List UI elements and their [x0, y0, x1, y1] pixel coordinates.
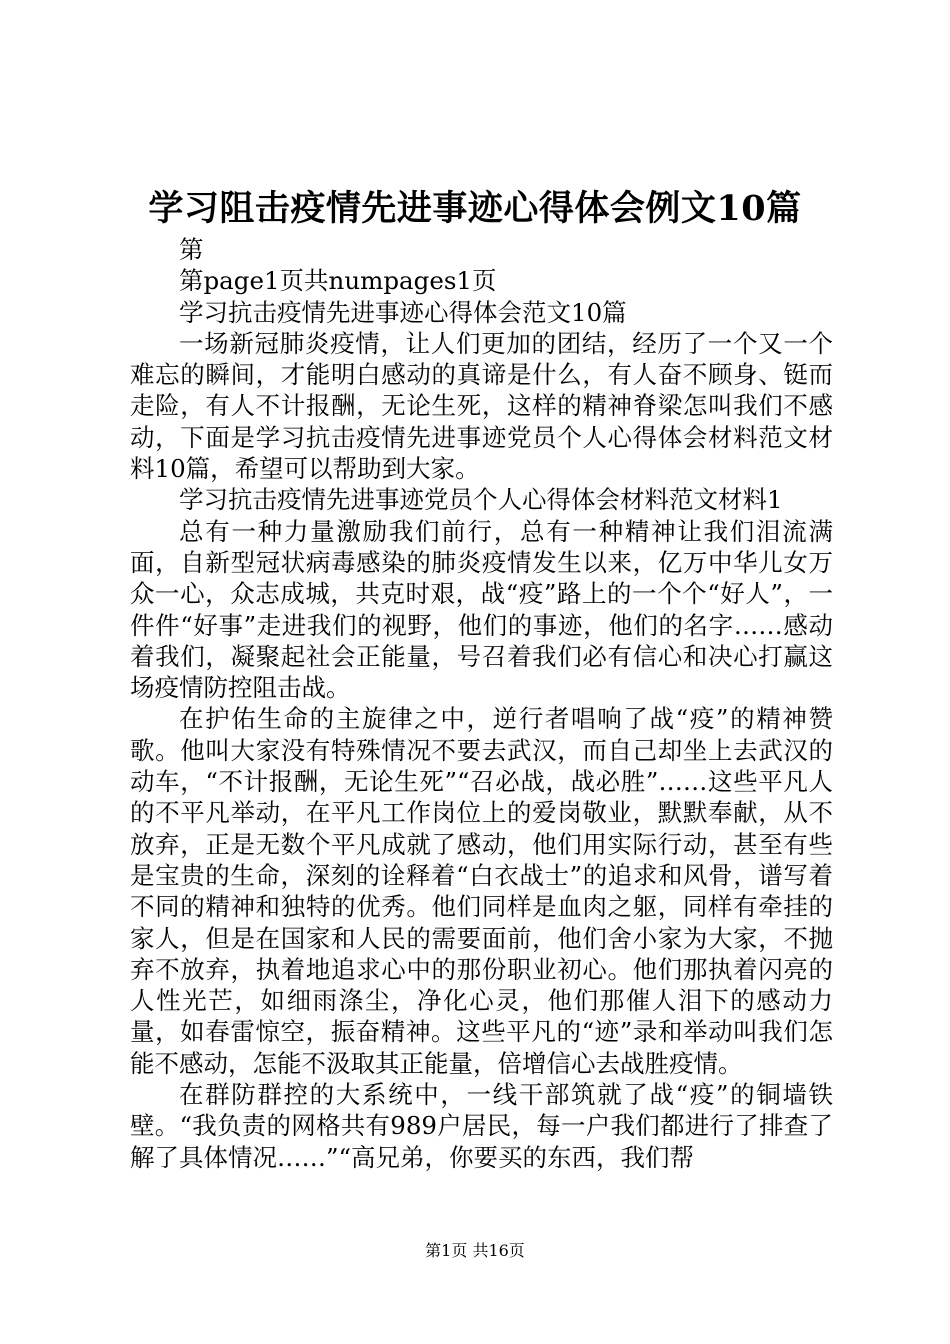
document-title: 学习阻击疫情先进事迹心得体会例文10篇	[148, 188, 802, 229]
page-footer: 第1页 共16页	[425, 1241, 525, 1260]
paragraph: 第page1页共numpages1页	[179, 266, 497, 296]
document-body	[130, 234, 833, 1173]
paragraph: 总有一种力量激励我们前行，总有一种精神让我们泪流满面，自新型冠状病毒感染的肺炎疫情发生以来，亿万中华儿女万众一心，众志成城，共克时艰，战“疫”路上的一个个“好人”，一件件“好事”走进我们的视野，他们的事迹，他们的名字……感动着我们，凝聚起社会正能量，号召着我们必有信心和决心打赢这场疫情防控阻击战。	[130, 516, 833, 703]
paragraph: 在群防群控的大系统中，一线干部筑就了战“疫”的铜墙铁壁。“我负责的网格共有989户居民，每一户我们都进行了排查了解了具体情况……”“高兄弟，你要买的东西，我们帮	[130, 1080, 833, 1172]
paragraph: 在护佑生命的主旋律之中，逆行者唱响了战“疫”的精神赞歌。他叫大家没有特殊情况不要去武汉，而自己却坐上去武汉的动车，“不计报酬，无论生死”“召必战，战必胜”……这些平凡人的不平凡举动，在平凡工作岗位上的爱岗敬业，默默奉献，从不放弃，正是无数个平凡成就了感动，他们用实际行动，甚至有些是宝贵的生命，深刻的诠释着“白衣战士”的追求和风骨，谱写着不同的精神和独特的优秀。他们同样是血肉之躯，同样有牵挂的家人，但是在国家和人民的需要面前，他们舍小家为大家，不抛弃不放弃，执着地追求心中的那份职业初心。他们那执着闪亮的人性光芒，如细雨涤尘，净化心灵，他们那催人泪下的感动力量，如春雷惊空，振奋精神。这些平凡的“迹”录和举动叫我们怎能不感动，怎能不汲取其正能量，倍增信心去战胜疫情。	[130, 704, 833, 1078]
paragraph: 一场新冠肺炎疫情，让人们更加的团结，经历了一个又一个难忘的瞬间，才能明白感动的真谛是什么，有人奋不顾身、铤而走险，有人不计报酬，无论生死，这样的精神脊梁怎叫我们不感动，下面是学习抗击疫情先进事迹党员个人心得体会材料范文材料10篇，希望可以帮助到大家。	[130, 328, 833, 484]
paragraph: 学习抗击疫情先进事迹党员个人心得体会材料范文材料1	[179, 485, 783, 515]
paragraph: 第	[179, 235, 204, 264]
paragraph: 学习抗击疫情先进事迹心得体会范文10篇	[179, 297, 627, 327]
